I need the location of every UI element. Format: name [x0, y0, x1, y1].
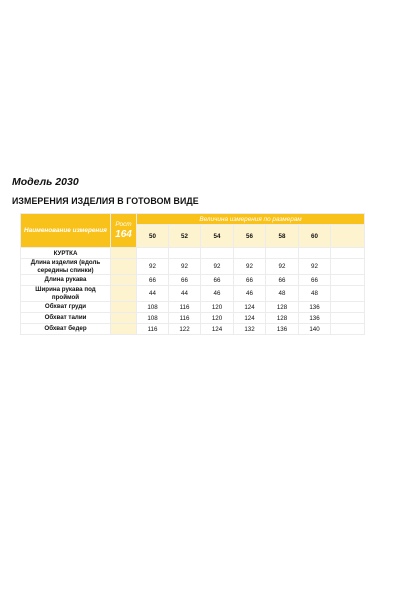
value-cell: 116 — [137, 324, 169, 335]
measurements-body — [21, 214, 365, 335]
size-header-52: 52 — [169, 225, 201, 248]
value-cell — [234, 248, 266, 259]
value-cell: 92 — [137, 259, 169, 275]
row-label: Обхват груди — [21, 302, 111, 313]
values-header: Величина измерения по размерам — [137, 214, 365, 225]
value-cell: 92 — [234, 259, 266, 275]
measurements-table — [20, 213, 365, 335]
table-row — [21, 286, 365, 302]
value-cell: 136 — [266, 324, 299, 335]
value-cell: 66 — [137, 275, 169, 286]
value-cell: 136 — [299, 302, 331, 313]
size-header-50: 50 — [137, 225, 169, 248]
rost-cell — [111, 275, 137, 286]
value-cell: 66 — [266, 275, 299, 286]
value-cell — [331, 324, 365, 335]
value-cell: 48 — [299, 286, 331, 302]
rost-cell — [111, 324, 137, 335]
size-header-60: 60 — [299, 225, 331, 248]
value-cell: 124 — [201, 324, 234, 335]
row-label: Длина изделия (вдоль середины спинки) — [21, 259, 111, 275]
table-row — [21, 275, 365, 286]
value-cell: 116 — [169, 313, 201, 324]
value-cell: 128 — [266, 313, 299, 324]
value-cell: 108 — [137, 302, 169, 313]
table-row — [21, 313, 365, 324]
size-header-blank — [331, 225, 365, 248]
value-cell — [331, 275, 365, 286]
value-cell: 132 — [234, 324, 266, 335]
rost-header — [111, 214, 137, 248]
value-cell: 122 — [169, 324, 201, 335]
value-cell: 92 — [299, 259, 331, 275]
size-header-54: 54 — [201, 225, 234, 248]
rost-cell — [111, 313, 137, 324]
row-label: Ширина рукава под проймой — [21, 286, 111, 302]
value-cell — [331, 248, 365, 259]
value-cell: 140 — [299, 324, 331, 335]
value-cell: 66 — [169, 275, 201, 286]
size-header-58: 58 — [266, 225, 299, 248]
value-cell: 124 — [234, 302, 266, 313]
table-row — [21, 302, 365, 313]
rost-cell — [111, 302, 137, 313]
rost-cell — [111, 248, 137, 259]
value-cell: 44 — [137, 286, 169, 302]
value-cell: 120 — [201, 302, 234, 313]
value-cell: 124 — [234, 313, 266, 324]
value-cell: 66 — [201, 275, 234, 286]
row-label: Длина рукава — [21, 275, 111, 286]
section-label: КУРТКА — [21, 248, 111, 259]
model-title: Модель 2030 — [12, 176, 79, 188]
value-cell: 136 — [299, 313, 331, 324]
value-cell: 46 — [234, 286, 266, 302]
rost-value: 164 — [115, 228, 132, 240]
value-cell — [299, 248, 331, 259]
value-cell: 48 — [266, 286, 299, 302]
page-heading: ИЗМЕРЕНИЯ ИЗДЕЛИЯ В ГОТОВОМ ВИДЕ — [12, 196, 199, 206]
value-cell: 128 — [266, 302, 299, 313]
value-cell: 92 — [169, 259, 201, 275]
value-cell — [331, 313, 365, 324]
value-cell — [169, 248, 201, 259]
row-label: Обхват талии — [21, 313, 111, 324]
name-header: Наименование измерения — [21, 214, 111, 248]
value-cell: 66 — [234, 275, 266, 286]
rost-cell — [111, 286, 137, 302]
value-cell: 44 — [169, 286, 201, 302]
size-header-56: 56 — [234, 225, 266, 248]
value-cell: 108 — [137, 313, 169, 324]
rost-cell — [111, 259, 137, 275]
header-row-1 — [21, 214, 365, 225]
value-cell: 66 — [299, 275, 331, 286]
value-cell — [331, 286, 365, 302]
value-cell: 46 — [201, 286, 234, 302]
rost-label: Рост — [115, 220, 132, 228]
value-cell — [331, 302, 365, 313]
section-row — [21, 248, 365, 259]
table-row — [21, 259, 365, 275]
value-cell — [201, 248, 234, 259]
value-cell: 92 — [201, 259, 234, 275]
row-label: Обхват бедер — [21, 324, 111, 335]
table-row — [21, 324, 365, 335]
value-cell — [137, 248, 169, 259]
value-cell — [266, 248, 299, 259]
value-cell: 92 — [266, 259, 299, 275]
value-cell: 116 — [169, 302, 201, 313]
value-cell — [331, 259, 365, 275]
value-cell: 120 — [201, 313, 234, 324]
